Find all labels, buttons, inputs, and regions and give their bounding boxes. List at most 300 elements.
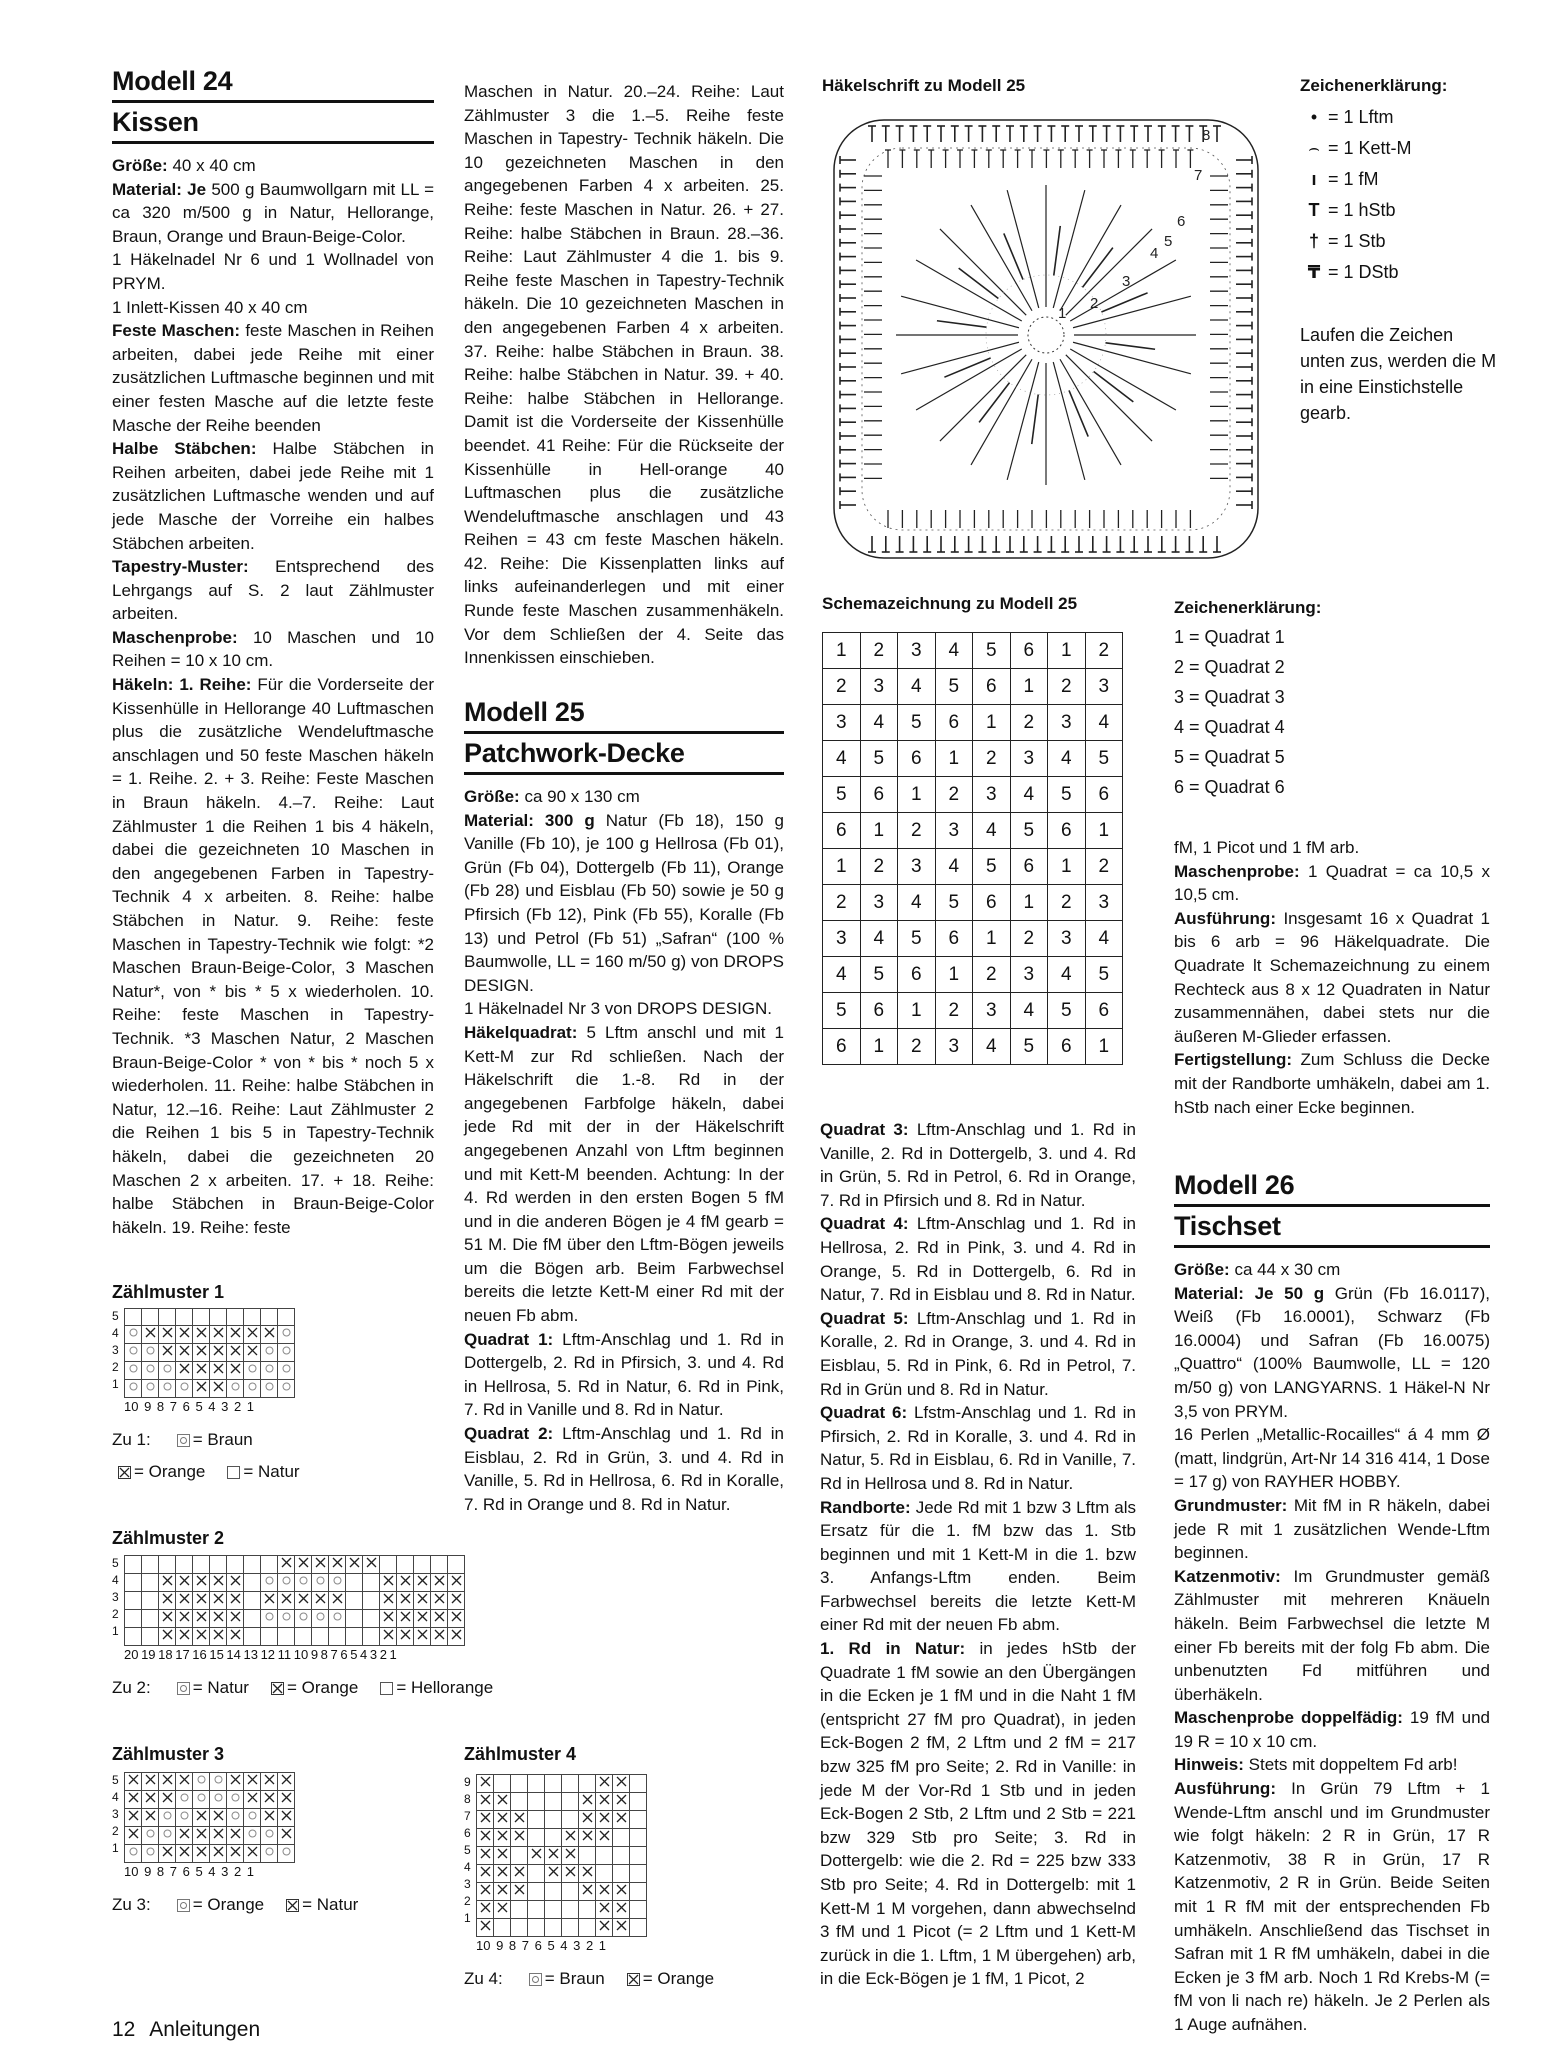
grid-cell: [227, 1610, 244, 1628]
chart-mark: [1032, 394, 1038, 444]
grid-cell: [210, 1362, 227, 1380]
grid-cell: [193, 1362, 210, 1380]
grid-row: [125, 1791, 295, 1809]
grid-cell: [227, 1845, 244, 1863]
paragraph-text: 1 Quadrat = ca 10,5 x 10,5 cm.: [1174, 861, 1490, 905]
schema-cell: 6: [860, 777, 898, 813]
grid-cell: [227, 1344, 244, 1362]
grid-cell: [494, 1847, 511, 1865]
grid-cell: [261, 1628, 278, 1646]
schema-cell: 4: [935, 633, 973, 669]
column-numbers: 20 19 18 17 16 15 14 13 12 11 10 9 8 7 6 5 4 3 2 1: [124, 1647, 397, 1662]
grid-cell: [477, 1865, 494, 1883]
grid-cell: [125, 1309, 142, 1326]
grid-cell: [125, 1610, 142, 1628]
grid-cell: [596, 1865, 613, 1883]
grid-cell: [125, 1380, 142, 1398]
schema-cell: 2: [898, 1029, 936, 1065]
paragraph: [1174, 1565, 1490, 1707]
paragraph-heading: Halbe Stäbchen:: [112, 439, 257, 459]
schema-cell: 5: [1085, 741, 1123, 777]
grid-cell: [159, 1791, 176, 1809]
grid-cell: [125, 1344, 142, 1362]
paragraph: [1174, 1258, 1490, 1282]
chart-mark: [1007, 190, 1039, 308]
grid-cell: [363, 1610, 380, 1628]
schema-cell: 4: [1085, 705, 1123, 741]
crochet-chart: [822, 108, 1270, 570]
paragraph: [464, 1328, 784, 1422]
grid-cell: [159, 1827, 176, 1845]
center-ring: [1028, 317, 1064, 353]
schema-row: [823, 633, 1123, 669]
schema-cell: 1: [1010, 669, 1048, 705]
grid-cell: [176, 1344, 193, 1362]
row-number: 4: [464, 1860, 471, 1874]
round-number: 6: [1177, 213, 1186, 230]
schema-row: [823, 741, 1123, 777]
paragraph: [820, 1118, 1136, 1212]
chart-mark: [959, 268, 999, 298]
modell-25-text-continued: [820, 1118, 1136, 1991]
grid-cell: [176, 1309, 193, 1326]
grid-cell: [511, 1847, 528, 1865]
schema-cell: 5: [860, 957, 898, 993]
schema-cell: 5: [935, 885, 973, 921]
grid-cell: [613, 1919, 630, 1937]
grid-cell: [142, 1592, 159, 1610]
zaehlmuster-4-chart: [464, 1774, 730, 1995]
grid-cell: [159, 1380, 176, 1398]
grid-row: [477, 1775, 647, 1793]
grid-cell: [227, 1326, 244, 1344]
modell-25-column: [464, 693, 784, 1516]
schema-cell: 1: [898, 777, 936, 813]
legend-label: = Orange: [134, 1462, 206, 1481]
grid-row: [477, 1811, 647, 1829]
grid-cell: [448, 1574, 465, 1592]
grid-cell: [210, 1574, 227, 1592]
row-number: 7: [464, 1809, 471, 1823]
grid-cell: [613, 1829, 630, 1847]
grid-cell: [312, 1592, 329, 1610]
grid-cell: [278, 1362, 295, 1380]
grid-cell: [477, 1847, 494, 1865]
chart-mark: [916, 260, 1022, 321]
grid-cell: [448, 1610, 465, 1628]
grid-cell: [261, 1574, 278, 1592]
paragraph-heading: Randborte:: [820, 1497, 911, 1517]
grid-row: [125, 1628, 465, 1646]
schema-cell: 3: [860, 669, 898, 705]
grid-cell: [227, 1791, 244, 1809]
paragraph-heading: Grundmuster:: [1174, 1495, 1288, 1515]
grid-cell: [613, 1901, 630, 1919]
grid-cell: [596, 1829, 613, 1847]
grid-cell: [142, 1845, 159, 1863]
grid-cell: [244, 1610, 261, 1628]
paragraph-text: Mit fM in R häkeln, dabei jede R mit 1 zusätzlichen Wende-Lftm beginnen.: [1174, 1495, 1490, 1563]
modell-25-subtitle: Patchwork-Decke: [464, 734, 784, 775]
grid-row: [125, 1809, 295, 1827]
schema-cell: 2: [823, 885, 861, 921]
paragraph: [1174, 1282, 1490, 1424]
grid-cell: [210, 1556, 227, 1574]
grid-cell: [244, 1845, 261, 1863]
key-kett-m: [1300, 133, 1500, 164]
schema-cell: 3: [1085, 669, 1123, 705]
zaehlmuster-legend: [112, 1672, 509, 1704]
grid-cell: [125, 1362, 142, 1380]
grid-cell: [494, 1793, 511, 1811]
schema-cell: 3: [860, 885, 898, 921]
schema-cell: 2: [860, 633, 898, 669]
paragraph-text: Halbe Stäbchen in Reihen arbeiten, dabei jede Reihe mit 1 zusätzlichen Luftmasche wenden und auf jede Masche der Vorreihe ein halbes Stäbchen arbeiten.: [112, 439, 434, 553]
grid-cell: [159, 1628, 176, 1646]
grid-cell: [210, 1628, 227, 1646]
schema-cell: 6: [1010, 633, 1048, 669]
grid-row: [125, 1574, 465, 1592]
grid-cell: [261, 1827, 278, 1845]
grid-row: [125, 1309, 295, 1326]
chart-mark: [1053, 362, 1085, 480]
schema-cell: 4: [1010, 993, 1048, 1029]
paragraph-heading: Maschenprobe:: [1174, 861, 1300, 881]
circle-box-icon: [177, 1899, 190, 1912]
modell-25-finish: [1174, 836, 1490, 1119]
grid-cell: [545, 1811, 562, 1829]
grid-cell: [244, 1380, 261, 1398]
grid-cell: [278, 1574, 295, 1592]
grid-cell: [312, 1610, 329, 1628]
schema-row: [823, 957, 1123, 993]
paragraph-text: Grün (Fb 16.0117), Weiß (Fb 16.0001), Schwarz (Fb 16.0004) und Safran (Fb 16.0075) „Quattro“ (100% Baumwolle, LL = 120 m/50 g) von LANGYARNS. 1 Häkel-N Nr 3,5 von PRYM.: [1174, 1283, 1490, 1421]
grid-row: [477, 1865, 647, 1883]
row-number: 3: [112, 1590, 119, 1604]
grid-cell: [562, 1865, 579, 1883]
grid-cell: [528, 1919, 545, 1937]
paragraph: [464, 1422, 784, 1516]
bar-icon: ı: [1311, 169, 1317, 189]
row-number: 4: [112, 1573, 119, 1587]
paragraph: [820, 1637, 1136, 1991]
dagger-icon: †: [1308, 231, 1319, 251]
grid-cell: [278, 1380, 295, 1398]
chart-mark: [901, 342, 1019, 374]
grid-cell: [562, 1901, 579, 1919]
grid-row: [125, 1827, 295, 1845]
grid-cell: [494, 1865, 511, 1883]
schema-cell: 3: [1010, 741, 1048, 777]
grid-cell: [210, 1610, 227, 1628]
grid-cell: [596, 1919, 613, 1937]
grid-cell: [176, 1773, 193, 1791]
grid-cell: [210, 1344, 227, 1362]
paragraph-heading: Ausführung:: [1174, 908, 1276, 928]
schema-cell: 6: [973, 669, 1011, 705]
schema-cell: 2: [860, 849, 898, 885]
round-number: 8: [1202, 127, 1211, 144]
grid-cell: [477, 1793, 494, 1811]
grid-cell: [579, 1847, 596, 1865]
grid-cell: [363, 1556, 380, 1574]
empty-box-icon: [227, 1466, 240, 1479]
chart-mark: [1054, 226, 1060, 276]
paragraph-heading: Häkeln: 1. Reihe:: [112, 675, 252, 695]
legend-label: = Natur: [243, 1462, 300, 1481]
schema-cell: 5: [898, 705, 936, 741]
grid-row: [125, 1556, 465, 1574]
grid-cell: [142, 1344, 159, 1362]
schema-cell: 4: [823, 741, 861, 777]
schema-cell: 3: [823, 921, 861, 957]
grid-cell: [579, 1883, 596, 1901]
circle-box-icon: [177, 1682, 190, 1695]
grid-row: [125, 1380, 295, 1398]
grid-row: [125, 1362, 295, 1380]
grid-cell: [414, 1592, 431, 1610]
grid-cell: [545, 1847, 562, 1865]
paragraph-heading: Fertigstellung:: [1174, 1050, 1293, 1070]
row-number: 3: [464, 1877, 471, 1891]
grid-cell: [176, 1556, 193, 1574]
grid-cell: [227, 1773, 244, 1791]
grid-cell: [227, 1628, 244, 1646]
grid-cell: [511, 1793, 528, 1811]
schema-cell: 3: [935, 1029, 973, 1065]
grid-cell: [261, 1791, 278, 1809]
schema-cell: 6: [898, 957, 936, 993]
grid-cell: [142, 1809, 159, 1827]
paragraph-heading: Größe:: [1174, 1260, 1230, 1279]
grid-cell: [210, 1845, 227, 1863]
schema-cell: 4: [860, 705, 898, 741]
grid-cell: [210, 1827, 227, 1845]
zaehlmuster-4-title: Zählmuster 4: [464, 1744, 577, 1764]
grid-cell: [159, 1610, 176, 1628]
grid-cell: [477, 1901, 494, 1919]
grid-cell: [363, 1574, 380, 1592]
grid-cell: [125, 1556, 142, 1574]
grid-cell: [278, 1326, 295, 1344]
grid-cell: [227, 1362, 244, 1380]
grid-cell: [312, 1574, 329, 1592]
grid-cell: [545, 1865, 562, 1883]
schema-cell: 3: [973, 777, 1011, 813]
grid-cell: [125, 1574, 142, 1592]
grid-cell: [397, 1628, 414, 1646]
grid-cell: [278, 1309, 295, 1326]
paragraph: [112, 626, 434, 673]
grid-cell: [414, 1574, 431, 1592]
paragraph-heading: Häkelquadrat:: [464, 1022, 578, 1042]
grid-cell: [142, 1773, 159, 1791]
schema-cell: 2: [1085, 849, 1123, 885]
key-1-list: [1300, 102, 1500, 288]
schema-cell: 5: [823, 993, 861, 1029]
chart-mark: [916, 349, 1022, 410]
paragraph-text: 1 Häkelnadel Nr 6 und 1 Wollnadel von PRYM.: [112, 250, 434, 293]
grid-cell: [346, 1556, 363, 1574]
key-1-item: = 1 hStb: [1328, 200, 1396, 220]
legend-label: = Orange: [286, 1678, 359, 1697]
grid-cell: [477, 1883, 494, 1901]
zaehlmuster-legend: [112, 1889, 374, 1921]
grid-cell: [142, 1574, 159, 1592]
grid-cell: [176, 1362, 193, 1380]
round-number: 2: [1090, 295, 1099, 312]
schema-cell: 1: [860, 1029, 898, 1065]
column-numbers: 10 9 8 7 6 5 4 3 2 1: [124, 1399, 255, 1414]
legend-label: = Orange: [192, 1895, 265, 1914]
grid-cell: [210, 1326, 227, 1344]
paragraph: [112, 555, 434, 626]
paragraph-heading: Maschenprobe doppelfädig:: [1174, 1708, 1403, 1728]
grid-cell: [528, 1847, 545, 1865]
paragraph-text: Für die Vorderseite der Kissenhülle in Hellorange 40 Luftmaschen plus die zusätzliche Wendeluftmasche anschlagen und 50 feste Maschen häkeln = 1. Reihe. 2. + 3. Reihe: Feste Maschen in Braun häkeln. 4.–7. Reihe: Laut Zählmuster 1 die Reihen 1 bis 4 häkeln, dabei die gezeichneten 10 Maschen in den angegebenen Farben in Tapestry-Technik 4 x arbeiten. 8. Reihe: halbe Stäbchen in Natur. 9. Reihe: feste Maschen in Tapestry-Technik wie folgt: *2 Maschen Braun-Beige-Color, 3 Maschen Natur*, von * bis * 5 x wiederholen. 10. Reihe: feste Maschen in Tapestry- Technik. *3 Maschen Natur, 2 Maschen Braun-Beige-Color * von * bis * noch 5 x wiederholen. 11. Reihe: halbe Stäbchen in Natur, 12.–16. Reihe: Laut Zählmuster 2 die Reihen 1 bis 5 in Tapestry-Technik häkeln, dabei die gezeichneten 20 Maschen 2 x arbeiten. 17. + 18. Reihe: halbe Stäbchen in Braun-Beige-Color häkeln. 19. Reihe: feste: [112, 675, 434, 1237]
schema-cell: 3: [898, 633, 936, 669]
grid-cell: [261, 1809, 278, 1827]
grid-cell: [431, 1574, 448, 1592]
grid-cell: [477, 1829, 494, 1847]
grid-cell: [448, 1628, 465, 1646]
grid-cell: [346, 1592, 363, 1610]
grid-cell: [193, 1592, 210, 1610]
schema-cell: 6: [1085, 777, 1123, 813]
legend-intro: Zu 2:: [112, 1678, 151, 1697]
grid-cell: [528, 1883, 545, 1901]
paragraph-text: Stets mit doppeltem Fd arb!: [1243, 1755, 1458, 1775]
grid-cell: [562, 1883, 579, 1901]
schema-cell: 3: [1085, 885, 1123, 921]
cross-box-icon: [118, 1466, 131, 1479]
schema-cell: 6: [935, 921, 973, 957]
paragraph-text: Jede Rd mit 1 bzw 3 Lftm als Ersatz für die 1. fM bzw das 1. Stb beginnen und mit 1 Kett-M in die 1. bzw 3. Anfangs-Lftm enden. Beim Farbwechsel bereits die letzte Kett-M einer Rd mit der neuen Fb abm.: [820, 1497, 1136, 1635]
paragraph: [464, 1021, 784, 1328]
grid-cell: [295, 1574, 312, 1592]
schema-cell: 6: [935, 705, 973, 741]
grid-cell: [142, 1556, 159, 1574]
paragraph-heading: Quadrat 4:: [820, 1214, 909, 1234]
grid-cell: [142, 1380, 159, 1398]
grid-cell: [159, 1326, 176, 1344]
paragraph-heading: Maschenprobe:: [112, 627, 238, 647]
schema-cell: 3: [823, 705, 861, 741]
modell-26-text: [1174, 1258, 1490, 2037]
paragraph-text: ca 90 x 130 cm: [519, 787, 640, 806]
modell-26-title: Modell 26: [1174, 1166, 1490, 1207]
modell-24-text: [112, 154, 434, 1239]
grid-cell: [142, 1610, 159, 1628]
row-number: 4: [112, 1326, 119, 1340]
schema-cell: 1: [935, 741, 973, 777]
grid-cell: [431, 1628, 448, 1646]
quadrat-instructions: [820, 1118, 1136, 1991]
schema-cell: 1: [1085, 813, 1123, 849]
grid-cell: [380, 1556, 397, 1574]
grid-cell: [528, 1901, 545, 1919]
paragraph: [464, 997, 784, 1021]
round-number: 3: [1122, 273, 1131, 290]
grid-cell: [528, 1829, 545, 1847]
schema-title: Schemazeichnung zu Modell 25: [822, 594, 1078, 613]
paragraph-heading: Hinweis:: [1174, 1755, 1244, 1775]
key-hstb: [1300, 195, 1500, 226]
haekelschrift-title: Häkelschrift zu Modell 25: [822, 76, 1026, 95]
paragraph-text: 500 g Baumwollgarn mit LL = ca 320 m/500 g in Natur, Hellorange, Braun, Orange und Braun-Beige-Color.: [112, 179, 434, 246]
grid-row: [477, 1919, 647, 1937]
paragraph-text: 19 fM und 19 R = 10 x 10 cm.: [1174, 1708, 1491, 1751]
grid-cell: [125, 1773, 142, 1791]
grid-cell: [528, 1793, 545, 1811]
column-numbers: 10 9 8 7 6 5 4 3 2 1: [476, 1938, 607, 1953]
paragraph-text: Lftm-Anschlag und 1. Rd in Hellrosa, 2. Rd in Pink, 3. und 4. Rd in Orange, 5. Rd in Dottergelb, 6. Rd in Natur, 7. Rd in Eisblau und 8. Rd in Natur.: [820, 1214, 1136, 1305]
schema-cell: 5: [1048, 777, 1086, 813]
zaehlmuster-legend: [464, 1963, 730, 1995]
grid-cell: [261, 1344, 278, 1362]
modell-26-subtitle: Tischset: [1174, 1207, 1490, 1248]
schema-cell: 3: [1048, 705, 1086, 741]
grid-row: [477, 1901, 647, 1919]
legend-intro: Zu 4:: [464, 1969, 503, 1988]
schema-cell: 1: [898, 993, 936, 1029]
grid-cell: [244, 1574, 261, 1592]
grid-cell: [511, 1919, 528, 1937]
grid-cell: [579, 1901, 596, 1919]
schema-cell: 6: [1010, 849, 1048, 885]
modell-24-subtitle: Kissen: [112, 103, 434, 144]
paragraph: [464, 809, 784, 998]
schema-cell: 3: [1010, 957, 1048, 993]
legend-intro: Zu 1:: [112, 1430, 151, 1449]
grid-cell: [193, 1845, 210, 1863]
schema-row: [823, 849, 1123, 885]
schema-cell: 2: [1048, 885, 1086, 921]
grid-row: [125, 1326, 295, 1344]
grid-cell: [176, 1592, 193, 1610]
paragraph-text: In Grün 79 Lftm + 1 Wende-Lftm anschl und im Grundmuster wie folgt häkeln: 2 R in Grün, 17 R Katzenmotiv, 38 R in Grün, 17 R Katzenmotiv, 2 R in Grün. Beide Seiten mit 1 R fM mit der entsprechenden Fb umhäkeln. Anschließend das Tischset in Safran mit 1 R fM umhäkeln, dabei in die Ecken je 3 fM arb. Noch 1 Rd Krebs-M (= fM von li nach re) häkeln. Je 2 Perlen als 1 Auge aufnähen.: [1174, 1779, 1490, 2034]
paragraph-text: fM, 1 Picot und 1 fM arb.: [1174, 838, 1360, 857]
zaehlmuster-grid: [124, 1772, 295, 1863]
grid-cell: [630, 1883, 647, 1901]
zaehlmuster-1-chart: [112, 1308, 316, 1488]
key-2-list: [1174, 622, 1285, 802]
grid-cell: [630, 1865, 647, 1883]
schema-cell: 4: [1010, 777, 1048, 813]
paragraph-heading: Quadrat 5:: [820, 1308, 909, 1328]
grid-cell: [312, 1628, 329, 1646]
key-1-item: = 1 DStb: [1328, 262, 1399, 282]
schema-cell: 5: [1048, 993, 1086, 1029]
cross-box-icon: [271, 1682, 284, 1695]
grid-cell: [630, 1793, 647, 1811]
row-number: 6: [464, 1826, 471, 1840]
grid-cell: [278, 1773, 295, 1791]
schema-cell: 2: [823, 669, 861, 705]
grid-cell: [278, 1791, 295, 1809]
grid-cell: [312, 1556, 329, 1574]
grid-cell: [545, 1883, 562, 1901]
grid-cell: [278, 1827, 295, 1845]
grid-cell: [346, 1574, 363, 1592]
round-number: 4: [1150, 245, 1159, 262]
modell-24-column: [112, 62, 434, 1239]
grid-cell: [329, 1592, 346, 1610]
grid-cell: [193, 1326, 210, 1344]
key-stb: [1300, 226, 1500, 257]
chart-mark: [971, 359, 1032, 465]
paragraph: [820, 1401, 1136, 1495]
